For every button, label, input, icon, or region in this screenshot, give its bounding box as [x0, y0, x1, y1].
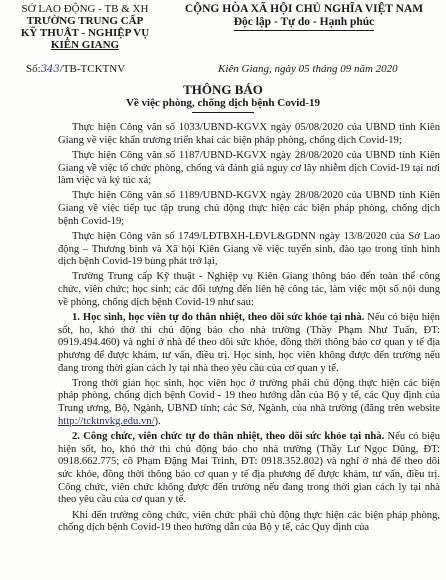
- paragraph-2: Thực hiện Công văn số 1187/UBND-KGVX ngày 28/08/2020 của UBND tỉnh Kiên Giang về việc tổ chức phòng, chống và đánh giá nguy cơ lây nhiễm dịch Covid-19 tại nơi làm việc và ký túc xá;: [58, 149, 440, 187]
- paragraph-7-end: ).: [154, 415, 161, 427]
- paragraph-6-heading: 1. Học sinh, học viên tự đo thân nhiệt, theo dõi sức khỏe tại nhà.: [72, 311, 365, 323]
- paragraph-6: [58, 312, 440, 376]
- paragraph-3: Thực hiện Công văn số 1189/UBND-KGVX ngày 28/08/2020 của UBND tỉnh Kiên Giang về việc tiếp tục tập trung chủ động thực hiện các biện pháp phòng, chống dịch bệnh Covid-19;: [58, 190, 440, 227]
- document-subtitle: Về việc phòng, chống dịch bệnh Covid-19: [125, 97, 321, 109]
- paragraph-1: Thực hiện Công văn số 1033/UBND-KGVX ngày 05/08/2020 của UBND tỉnh Kiên Giang về việc khẩn trương triển khai các biện pháp phòng, chống dịch Covid-19;: [58, 122, 440, 146]
- paragraph-6-text: Nếu có biệu hiện sốt, ho, khó thở thì chủ động báo cho nhà trường (Thầy Phạm Như Tuấn, ĐT: 0919.494.460) và nghỉ ở nhà để theo dõi sức khỏe, đồng thời thông báo cơ quan y tế địa phương để được khám, tư vấn, điều trị. Học sinh, học viên không được đến trường nếu đang trong thời gian cách ly tại nhà theo yêu cầu của cơ quan y tế.: [58, 311, 440, 374]
- national-motto: Độc lập - Tự do - Hạnh phúc: [234, 16, 375, 31]
- paragraph-8-heading: 2. Công chức, viên chức tự đo thân nhiệt, theo dõi sức khỏe tại nhà.: [72, 430, 385, 442]
- document-number: [26, 63, 125, 75]
- website-link[interactable]: http://tcktnvkg.edu.vn/: [58, 415, 155, 427]
- date-line: Kiên Giang, ngày 05 tháng 09 năm 2020: [218, 63, 398, 75]
- paragraph-4: Thực hiện Công văn số 1749/LĐTBXH-LĐVL&GDNN ngày 13/8/2020 của Sở Lao động – Thương binh và Xã hội Kiên Giang về việc tuyển sinh, đào tạo trong tình hình dịch bệnh Covid-19 bùng phát trở lại,: [58, 230, 440, 268]
- paragraph-7: [58, 378, 440, 429]
- document-number-suffix: /TB-TCKTNV: [59, 63, 126, 75]
- national-header: [166, 3, 442, 31]
- title-divider: [192, 112, 254, 113]
- issuer-school-line3: KIÊN GIANG: [50, 39, 120, 51]
- issuer-header: [6, 3, 164, 51]
- paragraph-9: Khi đến trường công chức, viên chức phải chủ động thực hiện các biện pháp phòng, chống dịch bệnh Covid-19 theo hướng dẫn của Bộ y tế, các Quy định của: [58, 509, 440, 534]
- paragraph-7-text: Trong thời gian học sinh, học viên học ở trường phải chủ động thực hiện các biện pháp phòng, chống dịch bệnh Covid - 19 theo hướng dẫn của Bộ y tế, các Quy định của Trung ương, Bộ, Ngành, UBND tỉnh; các Sở, Ngành, của nhà trường (đăng trên website: [58, 377, 440, 415]
- issuer-ministry: SỞ LAO ĐỘNG - TB & XH: [21, 3, 149, 15]
- national-title: CỘNG HÒA XÃ HỘI CHỦ NGHĨA VIỆT NAM: [184, 3, 424, 15]
- document-number-prefix: Số:: [26, 63, 41, 75]
- paragraph-8: [58, 431, 440, 507]
- paragraph-5: Trường Trung cấp Kỹ thuật - Nghiệp vụ Kiên Giang thông báo đến toàn thể công chức, viên chức; học sinh; các đối tượng đến liên hệ công tác, làm việc một số nội dung về phòng, chống dịch bệnh Covid-19 như sau:: [58, 271, 440, 308]
- issuer-school-line1: TRƯỜNG TRUNG CẤP: [26, 15, 144, 27]
- issuer-school-line2: KỸ THUẬT - NGHIỆP VỤ: [20, 27, 150, 39]
- document-body: [58, 122, 440, 537]
- paragraph-8-text: Nếu có biệu hiện sốt, ho, khó thở thì chủ động báo cho nhà trường (Thầy Lư Ngọc Dũng, ĐT: 0918.662.775; cô Phạm Đặng Mai Trinh, ĐT: 0918.352.802) và nghỉ ở nhà để theo dõi sức khỏe, đồng thời thông báo cơ quan y tế địa phương để được khám, tư vấn, điều trị. Công chức, viên chức không được đến trường nếu đang trong thời gian cách ly tại nhà theo yêu cầu của cơ quan y tế.: [58, 430, 440, 506]
- document-title: THÔNG BÁO: [183, 82, 263, 97]
- document-number-handwritten: 343: [40, 64, 60, 75]
